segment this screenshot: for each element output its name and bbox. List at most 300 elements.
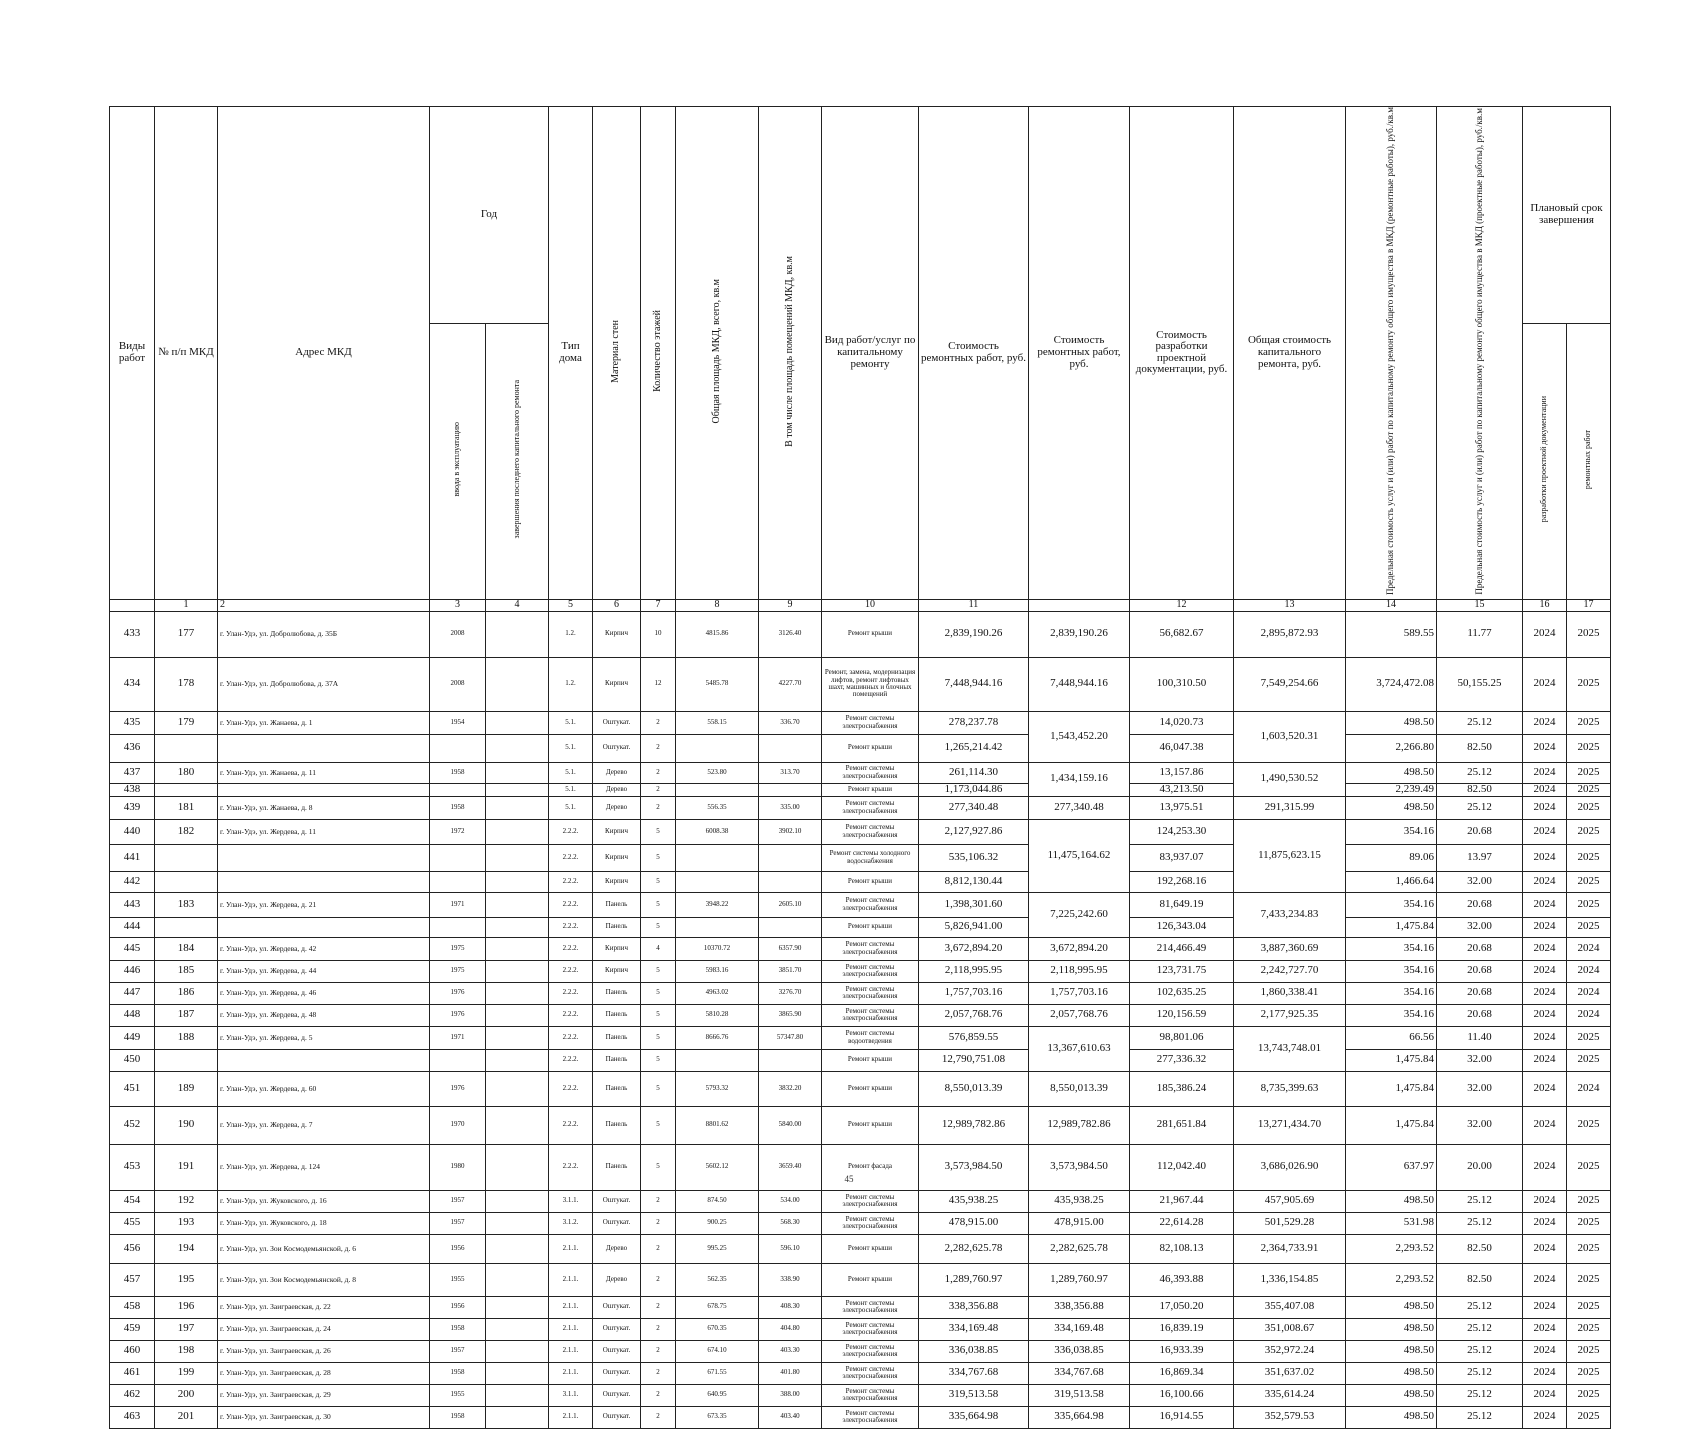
cell-house-type: 5.1.: [549, 711, 593, 734]
cell-premises-area: [759, 783, 822, 796]
cell-year-commissioned: 1958: [430, 796, 486, 819]
cell-work-type: 457: [110, 1263, 155, 1296]
cell-deadline-repair: 2025: [1567, 844, 1611, 871]
cell-limit-repair: 354.16: [1346, 1004, 1437, 1026]
table-row: [110, 657, 1611, 711]
cell-deadline-design: 2024: [1523, 844, 1567, 871]
col-num: 9: [759, 599, 822, 611]
cell-limit-design: 25.12: [1437, 1318, 1523, 1340]
cell-year-commissioned: 1954: [430, 711, 486, 734]
cell-year-commissioned: 1957: [430, 1190, 486, 1212]
cell-deadline-repair: 2025: [1567, 1296, 1611, 1318]
cell-deadline-repair: 2025: [1567, 783, 1611, 796]
cell-premises-area: [759, 917, 822, 937]
cell-work-type: 444: [110, 917, 155, 937]
cell-limit-repair: 1,466.64: [1346, 871, 1437, 892]
cell-address: [218, 871, 430, 892]
cell-design-cost: 56,682.67: [1130, 611, 1234, 657]
cell-work-type: 447: [110, 982, 155, 1004]
cell-limit-repair: 354.16: [1346, 982, 1437, 1004]
cell-deadline-repair: 2025: [1567, 1026, 1611, 1049]
cell-work-kind: Ремонт фасада: [822, 1144, 919, 1190]
cell-premises-area: 336.70: [759, 711, 822, 734]
cell-repair-cost-total: 3,672,894.20: [1029, 937, 1130, 960]
cell-floors: 5: [641, 1026, 676, 1049]
cell-limit-repair: 354.16: [1346, 819, 1437, 844]
cell-limit-design: 82.50: [1437, 1234, 1523, 1263]
cell-address: [218, 1049, 430, 1071]
col-header-year-last-repair: завершения последнего капитального ремонта: [486, 323, 549, 599]
col-num: 2: [218, 599, 430, 611]
cell-limit-design: 32.00: [1437, 871, 1523, 892]
cell-work-kind: Ремонт системы электроснабжения: [822, 982, 919, 1004]
cell-work-kind: Ремонт крыши: [822, 611, 919, 657]
cell-wall-material: Кирпич: [593, 819, 641, 844]
cell-total-cost: 291,315.99: [1234, 796, 1346, 819]
cell-mkd-number: [155, 844, 218, 871]
cell-repair-cost: 3,672,894.20: [919, 937, 1029, 960]
cell-repair-cost-total: 1,757,703.16: [1029, 982, 1130, 1004]
cell-house-type: 2.1.1.: [549, 1406, 593, 1428]
cell-limit-design: 25.12: [1437, 1190, 1523, 1212]
cell-total-cost: 457,905.69: [1234, 1190, 1346, 1212]
cell-work-kind: Ремонт системы электроснабжения: [822, 1340, 919, 1362]
cell-total-area: 10370.72: [676, 937, 759, 960]
cell-wall-material: Оштукат.: [593, 1384, 641, 1406]
cell-floors: 5: [641, 1106, 676, 1144]
cell-address: г. Улан-Удэ, ул. Жердева, д. 44: [218, 960, 430, 982]
cell-limit-repair: 498.50: [1346, 1384, 1437, 1406]
cell-repair-cost: 7,448,944.16: [919, 657, 1029, 711]
cell-limit-design: 25.12: [1437, 1340, 1523, 1362]
cell-total-area: 900.25: [676, 1212, 759, 1234]
cell-repair-cost: 1,757,703.16: [919, 982, 1029, 1004]
cell-wall-material: Кирпич: [593, 657, 641, 711]
col-header-wall-material: Материал стен: [593, 107, 641, 600]
cell-mkd-number: 186: [155, 982, 218, 1004]
cell-repair-cost: 2,282,625.78: [919, 1234, 1029, 1263]
cell-deadline-design: 2024: [1523, 762, 1567, 783]
table-row: [110, 1406, 1611, 1428]
cell-premises-area: [759, 844, 822, 871]
cell-premises-area: 568.30: [759, 1212, 822, 1234]
cell-deadline-repair: 2024: [1567, 982, 1611, 1004]
cell-premises-area: 313.70: [759, 762, 822, 783]
cell-house-type: 5.1.: [549, 783, 593, 796]
cell-total-area: 556.35: [676, 796, 759, 819]
cell-repair-cost-total: 7,225,242.60: [1029, 892, 1130, 937]
col-header-planned-deadline: Плановый срок завершения: [1523, 107, 1611, 324]
cell-premises-area: [759, 734, 822, 762]
cell-total-cost: 11,875,623.15: [1234, 819, 1346, 892]
cell-mkd-number: 199: [155, 1362, 218, 1384]
cell-repair-cost-total: 1,543,452.20: [1029, 711, 1130, 762]
cell-floors: 2: [641, 1212, 676, 1234]
cell-house-type: 2.2.2.: [549, 982, 593, 1004]
cell-year-last-repair: [486, 1406, 549, 1428]
cell-total-cost: 7,433,234.83: [1234, 892, 1346, 937]
cell-deadline-design: 2024: [1523, 819, 1567, 844]
cell-limit-repair: 498.50: [1346, 1406, 1437, 1428]
cell-house-type: 3.1.1.: [549, 1384, 593, 1406]
cell-deadline-repair: 2024: [1567, 937, 1611, 960]
cell-repair-cost: 338,356.88: [919, 1296, 1029, 1318]
cell-year-last-repair: [486, 1296, 549, 1318]
col-header-total-cost: Общая стоимость капитального ремонта, руб.: [1234, 107, 1346, 600]
cell-wall-material: Панель: [593, 1004, 641, 1026]
cell-deadline-design: 2024: [1523, 783, 1567, 796]
cell-work-type: 463: [110, 1406, 155, 1428]
cell-total-cost: 352,579.53: [1234, 1406, 1346, 1428]
cell-repair-cost: 8,550,013.39: [919, 1071, 1029, 1106]
cell-work-kind: Ремонт системы электроснабжения: [822, 711, 919, 734]
cell-address: г. Улан-Удэ, ул. Заиграевская, д. 24: [218, 1318, 430, 1340]
cell-deadline-repair: 2025: [1567, 1144, 1611, 1190]
cell-work-type: 451: [110, 1071, 155, 1106]
cell-limit-design: 20.68: [1437, 982, 1523, 1004]
cell-work-kind: Ремонт системы электроснабжения: [822, 1318, 919, 1340]
cell-year-last-repair: [486, 1026, 549, 1049]
cell-floors: 2: [641, 1340, 676, 1362]
cell-premises-area: 408.30: [759, 1296, 822, 1318]
cell-repair-cost: 335,664.98: [919, 1406, 1029, 1428]
cell-work-type: 461: [110, 1362, 155, 1384]
table-row: [110, 1212, 1611, 1234]
cell-year-last-repair: [486, 917, 549, 937]
cell-deadline-design: 2024: [1523, 1071, 1567, 1106]
cell-mkd-number: 192: [155, 1190, 218, 1212]
cell-repair-cost: 1,398,301.60: [919, 892, 1029, 917]
cell-premises-area: [759, 1049, 822, 1071]
table-row: [110, 1026, 1611, 1049]
col-num: 13: [1234, 599, 1346, 611]
cell-house-type: 2.1.1.: [549, 1263, 593, 1296]
cell-floors: 2: [641, 762, 676, 783]
cell-repair-cost-total: 11,475,164.62: [1029, 819, 1130, 892]
cell-house-type: 2.2.2.: [549, 892, 593, 917]
cell-address: г. Улан-Удэ, ул. Жердева, д. 42: [218, 937, 430, 960]
cell-year-last-repair: [486, 1234, 549, 1263]
cell-limit-repair: 498.50: [1346, 762, 1437, 783]
cell-total-area: 640.95: [676, 1384, 759, 1406]
col-num: 17: [1567, 599, 1611, 611]
cell-limit-repair: 498.50: [1346, 796, 1437, 819]
cell-total-cost: 352,972.24: [1234, 1340, 1346, 1362]
cell-mkd-number: 180: [155, 762, 218, 783]
cell-limit-design: 20.68: [1437, 819, 1523, 844]
cell-total-cost: 2,364,733.91: [1234, 1234, 1346, 1263]
page-number: 45: [844, 1174, 854, 1184]
cell-house-type: 1.2.: [549, 657, 593, 711]
cell-limit-repair: 2,239.49: [1346, 783, 1437, 796]
cell-repair-cost-total: 336,038.85: [1029, 1340, 1130, 1362]
cell-year-last-repair: [486, 937, 549, 960]
cell-address: г. Улан-Удэ, ул. Зои Космодемьянской, д. 8: [218, 1263, 430, 1296]
cell-address: г. Улан-Удэ, ул. Жердева, д. 46: [218, 982, 430, 1004]
cell-work-kind: Ремонт системы электроснабжения: [822, 960, 919, 982]
cell-total-area: [676, 871, 759, 892]
cell-work-type: 458: [110, 1296, 155, 1318]
cell-year-commissioned: 1956: [430, 1234, 486, 1263]
col-num: 8: [676, 599, 759, 611]
cell-house-type: 2.2.2.: [549, 1071, 593, 1106]
cell-premises-area: 3126.40: [759, 611, 822, 657]
cell-mkd-number: 197: [155, 1318, 218, 1340]
cell-limit-design: 82.50: [1437, 734, 1523, 762]
table-row: [110, 1340, 1611, 1362]
cell-total-cost: 7,549,254.66: [1234, 657, 1346, 711]
cell-limit-repair: 531.98: [1346, 1212, 1437, 1234]
cell-work-kind: Ремонт крыши: [822, 917, 919, 937]
table-row: [110, 734, 1611, 762]
cell-limit-repair: 498.50: [1346, 1190, 1437, 1212]
cell-repair-cost: 2,057,768.76: [919, 1004, 1029, 1026]
cell-work-kind: Ремонт системы электроснабжения: [822, 892, 919, 917]
cell-work-kind: Ремонт системы электроснабжения: [822, 937, 919, 960]
cell-mkd-number: 198: [155, 1340, 218, 1362]
cell-year-commissioned: 1957: [430, 1340, 486, 1362]
cell-design-cost: 46,047.38: [1130, 734, 1234, 762]
cell-year-last-repair: [486, 783, 549, 796]
cell-address: г. Улан-Удэ, ул. Зои Космодемьянской, д. 6: [218, 1234, 430, 1263]
cell-design-cost: 192,268.16: [1130, 871, 1234, 892]
col-header-design-cost: Стоимость разработки проектной документации, руб.: [1130, 107, 1234, 600]
cell-floors: 2: [641, 1190, 676, 1212]
cell-year-last-repair: [486, 762, 549, 783]
cell-limit-design: 25.12: [1437, 796, 1523, 819]
cell-floors: 12: [641, 657, 676, 711]
cell-premises-area: 404.80: [759, 1318, 822, 1340]
col-header-work-kind: Вид работ/услуг по капитальному ремонту: [822, 107, 919, 600]
cell-work-type: 438: [110, 783, 155, 796]
cell-year-commissioned: 1955: [430, 1384, 486, 1406]
cell-year-last-repair: [486, 1263, 549, 1296]
cell-year-last-repair: [486, 1212, 549, 1234]
cell-address: г. Улан-Удэ, ул. Добролюбова, д. 35Б: [218, 611, 430, 657]
cell-work-kind: Ремонт крыши: [822, 871, 919, 892]
cell-floors: 2: [641, 1318, 676, 1340]
cell-year-last-repair: [486, 1190, 549, 1212]
col-header-limit-design: Предельная стоимость услуг и (или) работ по капитальному ремонту общего имущества в МКД (проектные работы), руб./кв.м: [1437, 107, 1523, 600]
cell-design-cost: 82,108.13: [1130, 1234, 1234, 1263]
cell-repair-cost: 278,237.78: [919, 711, 1029, 734]
cell-wall-material: Оштукат.: [593, 1340, 641, 1362]
cell-design-cost: 14,020.73: [1130, 711, 1234, 734]
cell-repair-cost: 5,826,941.00: [919, 917, 1029, 937]
cell-work-kind: Ремонт системы электроснабжения: [822, 1384, 919, 1406]
table-row: [110, 892, 1611, 917]
cell-total-area: 4815.86: [676, 611, 759, 657]
cell-premises-area: 3865.90: [759, 1004, 822, 1026]
cell-limit-design: 25.12: [1437, 1296, 1523, 1318]
cell-floors: 5: [641, 917, 676, 937]
cell-design-cost: 100,310.50: [1130, 657, 1234, 711]
cell-wall-material: Оштукат.: [593, 1362, 641, 1384]
cell-year-last-repair: [486, 982, 549, 1004]
cell-premises-area: 3276.70: [759, 982, 822, 1004]
cell-mkd-number: 185: [155, 960, 218, 982]
cell-work-type: 446: [110, 960, 155, 982]
cell-repair-cost-total: 1,289,760.97: [1029, 1263, 1130, 1296]
cell-repair-cost: 1,265,214.42: [919, 734, 1029, 762]
cell-wall-material: Дерево: [593, 762, 641, 783]
cell-deadline-design: 2024: [1523, 711, 1567, 734]
cell-total-area: 673.35: [676, 1406, 759, 1428]
cell-address: г. Улан-Удэ, ул. Жердева, д. 124: [218, 1144, 430, 1190]
cell-house-type: 2.2.2.: [549, 937, 593, 960]
cell-deadline-design: 2024: [1523, 1384, 1567, 1406]
col-header-repair-cost: Стоимость ремонтных работ, руб.: [919, 107, 1029, 600]
cell-repair-cost: 334,169.48: [919, 1318, 1029, 1340]
table-row: [110, 1234, 1611, 1263]
cell-deadline-repair: 2025: [1567, 871, 1611, 892]
cell-floors: 10: [641, 611, 676, 657]
cell-year-commissioned: 1976: [430, 1071, 486, 1106]
table-row: [110, 1384, 1611, 1406]
cell-work-type: 450: [110, 1049, 155, 1071]
cell-repair-cost-total: 2,057,768.76: [1029, 1004, 1130, 1026]
cell-total-area: [676, 844, 759, 871]
cell-repair-cost: 478,915.00: [919, 1212, 1029, 1234]
cell-deadline-design: 2024: [1523, 937, 1567, 960]
cell-address: г. Улан-Удэ, ул. Заиграевская, д. 28: [218, 1362, 430, 1384]
cell-wall-material: Панель: [593, 982, 641, 1004]
cell-work-kind: Ремонт крыши: [822, 1071, 919, 1106]
cell-year-last-repair: [486, 1384, 549, 1406]
cell-total-cost: 351,008.67: [1234, 1318, 1346, 1340]
cell-work-type: 455: [110, 1212, 155, 1234]
table-row: [110, 1106, 1611, 1144]
col-header-total-area: Общая площадь МКД, всего, кв.м: [676, 107, 759, 600]
cell-floors: 2: [641, 1263, 676, 1296]
cell-repair-cost: 576,859.55: [919, 1026, 1029, 1049]
cell-address: г. Улан-Удэ, ул. Заиграевская, д. 26: [218, 1340, 430, 1362]
cell-wall-material: Панель: [593, 1026, 641, 1049]
cell-floors: 2: [641, 783, 676, 796]
cell-repair-cost-total: 335,664.98: [1029, 1406, 1130, 1428]
cell-mkd-number: [155, 917, 218, 937]
cell-total-area: 874.50: [676, 1190, 759, 1212]
cell-repair-cost: 12,790,751.08: [919, 1049, 1029, 1071]
table-row: [110, 762, 1611, 783]
cell-address: г. Улан-Удэ, ул. Добролюбова, д. 37А: [218, 657, 430, 711]
cell-total-cost: 351,637.02: [1234, 1362, 1346, 1384]
cell-work-kind: Ремонт системы электроснабжения: [822, 762, 919, 783]
cell-repair-cost-total: 478,915.00: [1029, 1212, 1130, 1234]
cell-deadline-design: 2024: [1523, 892, 1567, 917]
cell-address: г. Улан-Удэ, ул. Жердева, д. 5: [218, 1026, 430, 1049]
cell-design-cost: 16,933.39: [1130, 1340, 1234, 1362]
cell-wall-material: Оштукат.: [593, 1318, 641, 1340]
cell-work-kind: Ремонт системы водоотведения: [822, 1026, 919, 1049]
cell-house-type: 2.2.2.: [549, 1026, 593, 1049]
cell-design-cost: 21,967.44: [1130, 1190, 1234, 1212]
cell-mkd-number: 190: [155, 1106, 218, 1144]
cell-premises-area: [759, 871, 822, 892]
cell-limit-repair: 1,475.84: [1346, 1049, 1437, 1071]
table-row: [110, 871, 1611, 892]
cell-premises-area: 534.00: [759, 1190, 822, 1212]
cell-year-commissioned: 1957: [430, 1212, 486, 1234]
cell-house-type: 2.2.2.: [549, 1049, 593, 1071]
cell-year-commissioned: 1975: [430, 937, 486, 960]
cell-limit-repair: 1,475.84: [1346, 1071, 1437, 1106]
cell-mkd-number: 177: [155, 611, 218, 657]
cell-total-area: 3948.22: [676, 892, 759, 917]
cell-total-area: 5602.12: [676, 1144, 759, 1190]
cell-year-last-repair: [486, 871, 549, 892]
cell-house-type: 2.2.2.: [549, 1106, 593, 1144]
cell-work-type: 459: [110, 1318, 155, 1340]
cell-year-last-repair: [486, 734, 549, 762]
cell-deadline-design: 2024: [1523, 611, 1567, 657]
cell-deadline-repair: 2024: [1567, 1071, 1611, 1106]
cell-wall-material: Оштукат.: [593, 1190, 641, 1212]
cell-mkd-number: 187: [155, 1004, 218, 1026]
cell-deadline-repair: 2025: [1567, 1318, 1611, 1340]
cell-work-kind: Ремонт системы электроснабжения: [822, 819, 919, 844]
cell-address: г. Улан-Удэ, ул. Жанаева, д. 11: [218, 762, 430, 783]
cell-house-type: 2.2.2.: [549, 1144, 593, 1190]
cell-deadline-design: 2024: [1523, 1026, 1567, 1049]
cell-repair-cost-total: 2,282,625.78: [1029, 1234, 1130, 1263]
cell-work-type: 456: [110, 1234, 155, 1263]
cell-floors: 4: [641, 937, 676, 960]
cell-year-last-repair: [486, 611, 549, 657]
cell-limit-repair: 354.16: [1346, 937, 1437, 960]
cell-limit-repair: 2,266.80: [1346, 734, 1437, 762]
cell-work-kind: Ремонт крыши: [822, 1263, 919, 1296]
cell-limit-design: 11.40: [1437, 1026, 1523, 1049]
cell-total-cost: 2,177,925.35: [1234, 1004, 1346, 1026]
cell-mkd-number: 191: [155, 1144, 218, 1190]
col-header-work-type: Виды работ: [110, 107, 155, 600]
cell-total-area: 8666.76: [676, 1026, 759, 1049]
cell-limit-repair: 3,724,472.08: [1346, 657, 1437, 711]
cell-year-commissioned: 1970: [430, 1106, 486, 1144]
cell-limit-repair: 2,293.52: [1346, 1263, 1437, 1296]
cell-year-commissioned: 1958: [430, 762, 486, 783]
cell-limit-design: 20.68: [1437, 960, 1523, 982]
cell-year-last-repair: [486, 1049, 549, 1071]
cell-deadline-repair: 2025: [1567, 1263, 1611, 1296]
cell-repair-cost-total: 277,340.48: [1029, 796, 1130, 819]
cell-deadline-design: 2024: [1523, 1106, 1567, 1144]
cell-year-commissioned: 1980: [430, 1144, 486, 1190]
cell-work-type: 439: [110, 796, 155, 819]
cell-house-type: 5.1.: [549, 734, 593, 762]
cell-total-area: 5793.32: [676, 1071, 759, 1106]
cell-deadline-repair: 2025: [1567, 1106, 1611, 1144]
col-num: 1: [155, 599, 218, 611]
table-row: [110, 1004, 1611, 1026]
cell-limit-design: 32.00: [1437, 917, 1523, 937]
cell-repair-cost-total: 1,434,159.16: [1029, 762, 1130, 796]
cell-mkd-number: 189: [155, 1071, 218, 1106]
cell-repair-cost: 277,340.48: [919, 796, 1029, 819]
cell-work-type: 433: [110, 611, 155, 657]
cell-deadline-design: 2024: [1523, 796, 1567, 819]
table-row: [110, 1296, 1611, 1318]
cell-deadline-repair: 2025: [1567, 1049, 1611, 1071]
cell-deadline-design: 2024: [1523, 1340, 1567, 1362]
cell-limit-design: 25.12: [1437, 1212, 1523, 1234]
cell-premises-area: 401.80: [759, 1362, 822, 1384]
cell-year-commissioned: 1976: [430, 1004, 486, 1026]
cell-year-last-repair: [486, 1318, 549, 1340]
cell-deadline-repair: 2025: [1567, 762, 1611, 783]
cell-deadline-repair: 2024: [1567, 960, 1611, 982]
